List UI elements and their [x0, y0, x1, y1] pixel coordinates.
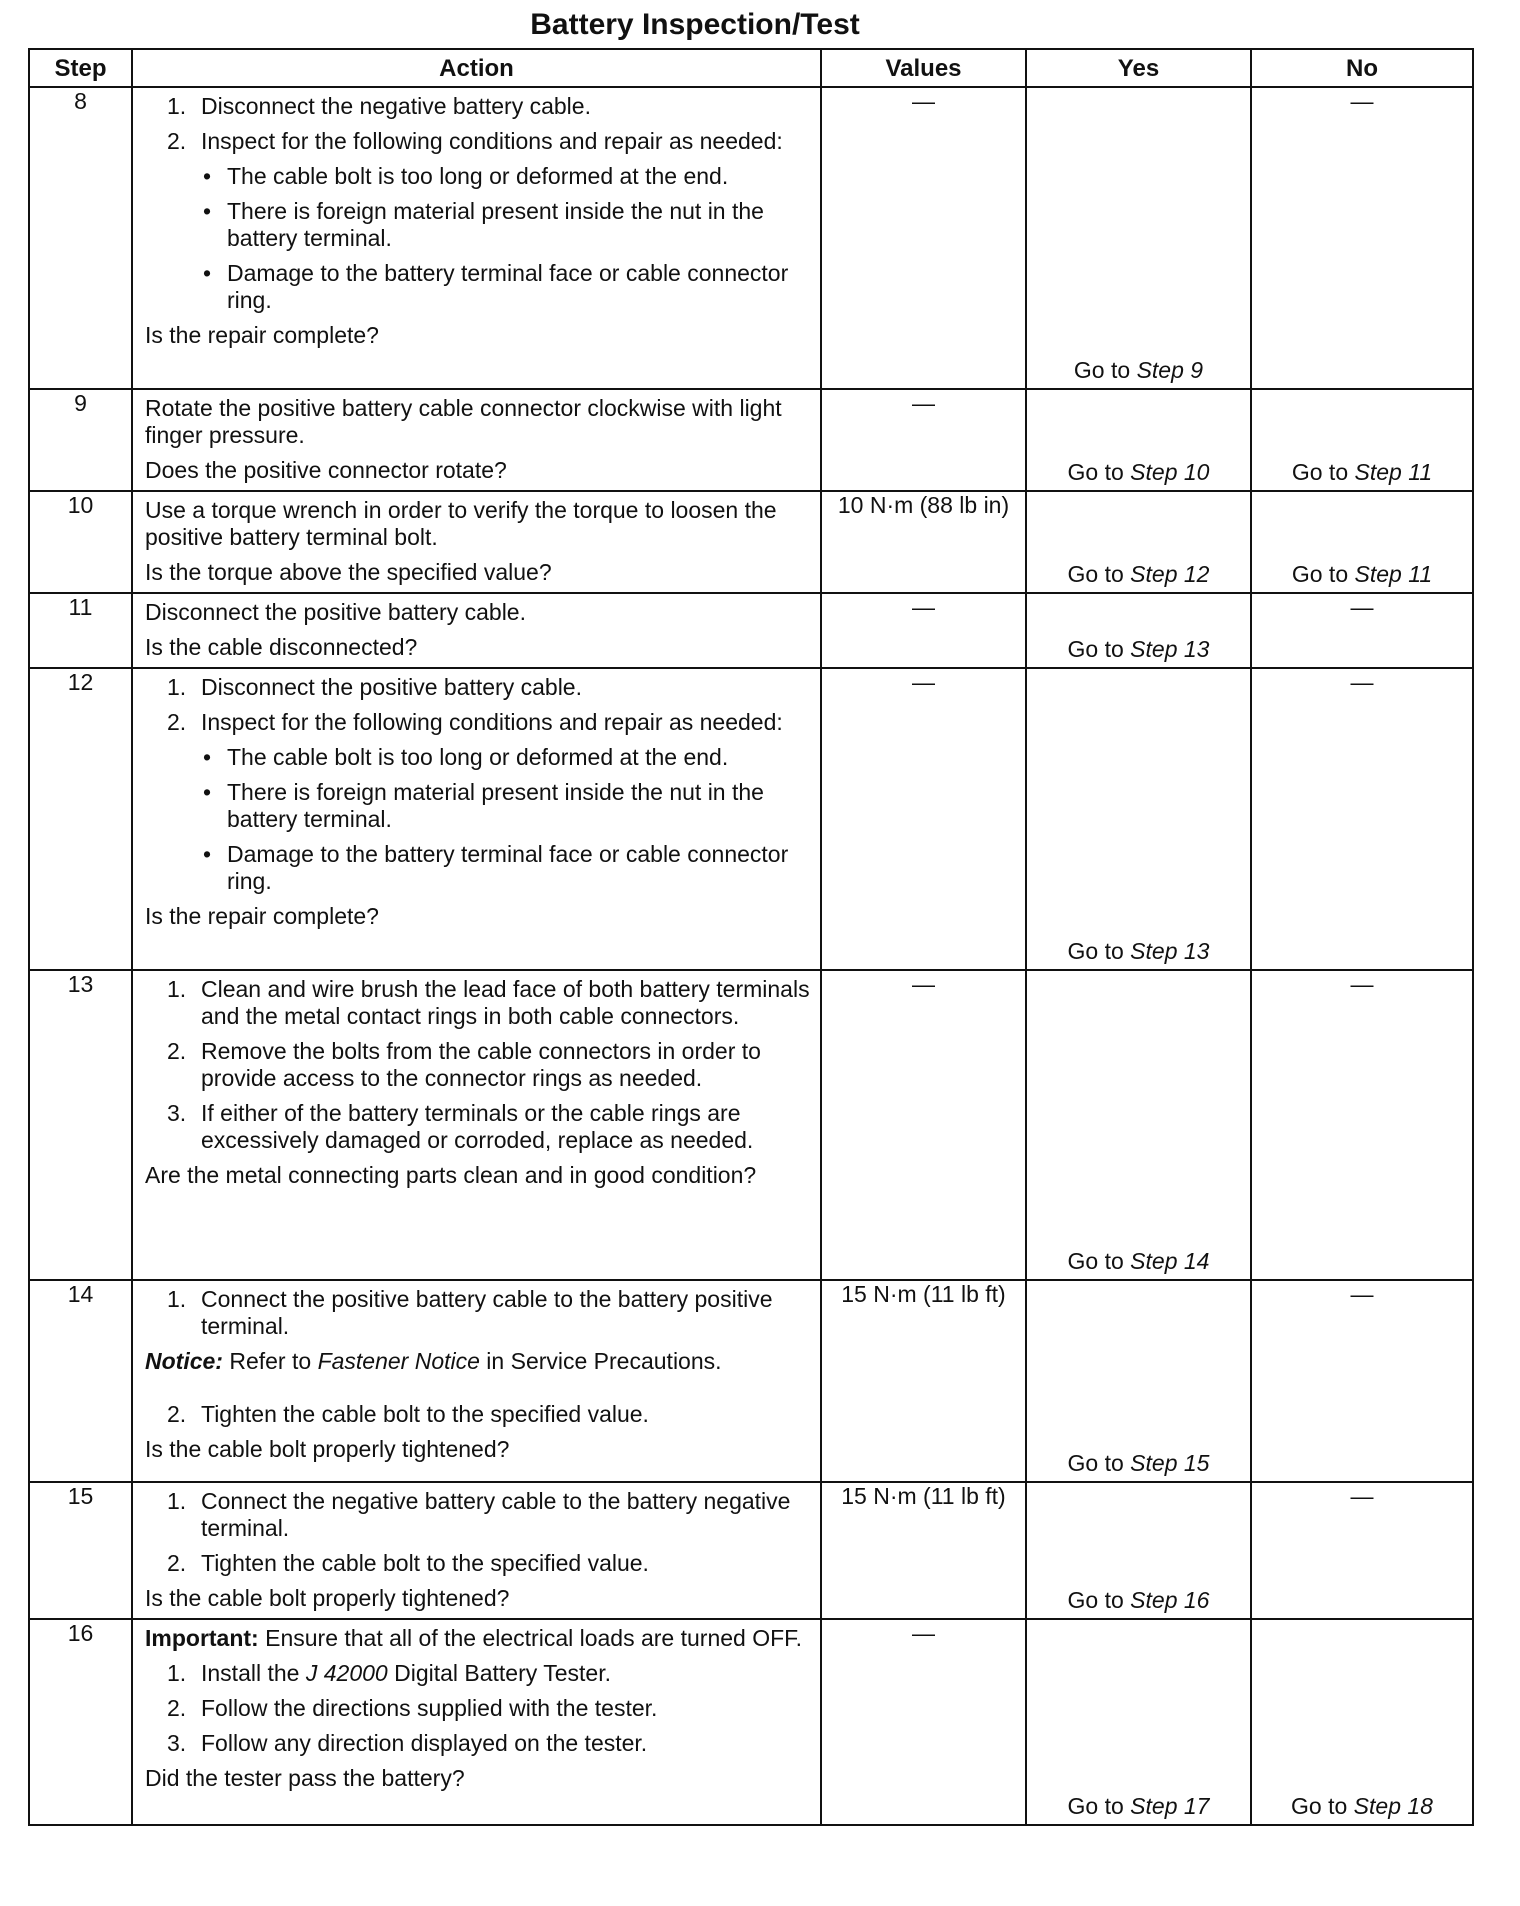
bullet-icon: • — [203, 260, 212, 286]
values-cell: — — [821, 970, 1026, 1280]
no-cell: — — [1251, 970, 1473, 1280]
action-cell — [132, 1280, 821, 1482]
list-number: 2. — [167, 1550, 187, 1576]
yes-cell — [1026, 1482, 1251, 1619]
list-number: 2. — [167, 1038, 187, 1064]
goto-yes: Go to Step 10 — [1067, 459, 1210, 485]
list-number: 2. — [167, 128, 187, 154]
step-number: 10 — [29, 491, 132, 593]
condition-item: The cable bolt is too long or deformed at the end. — [227, 163, 729, 189]
table-row-step-11 — [29, 593, 1473, 668]
table-row-step-10 — [29, 491, 1473, 593]
action-cell — [132, 1482, 821, 1619]
table-row-step-14 — [29, 1280, 1473, 1482]
condition-item: The cable bolt is too long or deformed at the end. — [227, 744, 729, 770]
list-number: 2. — [167, 1401, 187, 1427]
action-question: Is the torque above the specified value? — [145, 559, 552, 585]
list-number: 3. — [167, 1730, 187, 1756]
condition-item: Damage to the battery terminal face or cable connector ring. — [227, 841, 789, 894]
bullet-icon: • — [203, 779, 212, 805]
action-item: Tighten the cable bolt to the specified value. — [201, 1401, 649, 1427]
goto-no: Go to Step 11 — [1291, 459, 1433, 485]
step-number: 12 — [29, 668, 132, 970]
values-cell: 10 N·m (88 lb in) — [821, 491, 1026, 593]
condition-item: There is foreign material present inside the nut in the battery terminal. — [227, 198, 764, 251]
goto-yes: Go to Step 12 — [1067, 561, 1210, 587]
action-item: Follow the directions supplied with the tester. — [201, 1695, 658, 1721]
notice-reference: Fastener Notice — [317, 1348, 480, 1374]
action-cell — [132, 668, 821, 970]
action-question: Is the cable bolt properly tightened? — [145, 1436, 510, 1462]
action-item: Connect the negative battery cable to the battery negative terminal. — [201, 1488, 791, 1541]
no-cell: — — [1251, 87, 1473, 389]
action-item: Clean and wire brush the lead face of both battery terminals and the metal contact rings in both cable connectors. — [201, 976, 810, 1029]
goto-yes: Go to Step 14 — [1067, 1248, 1210, 1274]
bullet-icon: • — [203, 198, 212, 224]
no-cell — [1251, 491, 1473, 593]
table-row-step-12 — [29, 668, 1473, 970]
table-row-step-9 — [29, 389, 1473, 491]
step-number: 13 — [29, 970, 132, 1280]
important-label: Important: — [145, 1625, 259, 1651]
action-item: Tighten the cable bolt to the specified value. — [201, 1550, 649, 1576]
no-cell — [1251, 1619, 1473, 1825]
bullet-icon: • — [203, 744, 212, 770]
action-cell — [132, 1619, 821, 1825]
values-cell: 15 N·m (11 lb ft) — [821, 1482, 1026, 1619]
bullet-icon: • — [203, 841, 212, 867]
no-cell: — — [1251, 593, 1473, 668]
action-item: Disconnect the negative battery cable. — [201, 93, 591, 119]
action-question: Did the tester pass the battery? — [145, 1765, 465, 1791]
action-item: Install the J 42000 Digital Battery Tester. — [201, 1660, 611, 1686]
yes-cell — [1026, 1280, 1251, 1482]
yes-cell — [1026, 389, 1251, 491]
list-number: 2. — [167, 1695, 187, 1721]
goto-yes: Go to Step 13 — [1067, 938, 1210, 964]
yes-cell — [1026, 668, 1251, 970]
yes-cell — [1026, 491, 1251, 593]
table-row-step-13 — [29, 970, 1473, 1280]
goto-yes: Go to Step 15 — [1067, 1450, 1210, 1476]
values-cell: — — [821, 668, 1026, 970]
values-cell: — — [821, 389, 1026, 491]
values-cell: — — [821, 593, 1026, 668]
condition-item: There is foreign material present inside the nut in the battery terminal. — [227, 779, 764, 832]
values-cell: — — [821, 87, 1026, 389]
list-number: 2. — [167, 709, 187, 735]
goto-yes: Go to Step 16 — [1067, 1587, 1210, 1613]
action-question: Are the metal connecting parts clean and in good condition? — [145, 1162, 757, 1188]
table-row-step-8 — [29, 87, 1473, 389]
action-item: Follow any direction displayed on the tester. — [201, 1730, 648, 1756]
step-number: 11 — [29, 593, 132, 668]
step-number: 8 — [29, 87, 132, 389]
list-number: 1. — [167, 1286, 187, 1312]
action-item: Remove the bolts from the cable connectors in order to provide access to the connector rings as needed. — [201, 1038, 761, 1091]
action-cell — [132, 593, 821, 668]
list-number: 1. — [167, 1488, 187, 1514]
goto-yes: Go to Step 9 — [1073, 357, 1204, 383]
header-values: Values — [821, 49, 1026, 87]
action-question: Does the positive connector rotate? — [145, 457, 507, 483]
action-cell — [132, 87, 821, 389]
important-text: Important: Ensure that all of the electrical loads are turned OFF. — [145, 1625, 803, 1651]
notice-text: Notice: Refer to Fastener Notice in Service Precautions. — [145, 1348, 722, 1374]
action-text: Use a torque wrench in order to verify the torque to loosen the positive battery terminal bolt. — [145, 497, 777, 550]
action-cell — [132, 389, 821, 491]
table-header-row — [29, 49, 1473, 87]
no-cell: — — [1251, 1482, 1473, 1619]
action-item: Connect the positive battery cable to the battery positive terminal. — [201, 1286, 773, 1339]
action-question: Is the cable disconnected? — [145, 634, 418, 660]
action-text: Rotate the positive battery cable connector clockwise with light finger pressure. — [145, 395, 782, 448]
yes-cell — [1026, 87, 1251, 389]
action-cell — [132, 491, 821, 593]
yes-cell — [1026, 593, 1251, 668]
notice-label: Notice: — [145, 1348, 223, 1374]
page-title: Battery Inspection/Test — [530, 8, 860, 41]
tool-reference: J 42000 — [305, 1660, 388, 1686]
table-row-step-16 — [29, 1619, 1473, 1825]
table-row-step-15 — [29, 1482, 1473, 1619]
step-number: 14 — [29, 1280, 132, 1482]
battery-inspection-table — [28, 48, 1474, 1826]
goto-no: Go to Step 11 — [1291, 561, 1433, 587]
action-item: Inspect for the following conditions and repair as needed: — [201, 128, 783, 154]
header-action: Action — [132, 49, 821, 87]
action-text: Disconnect the positive battery cable. — [145, 599, 526, 625]
yes-cell — [1026, 970, 1251, 1280]
no-cell — [1251, 389, 1473, 491]
no-cell: — — [1251, 1280, 1473, 1482]
list-number: 1. — [167, 674, 187, 700]
list-number: 3. — [167, 1100, 187, 1126]
action-item: Disconnect the positive battery cable. — [201, 674, 582, 700]
goto-yes: Go to Step 13 — [1067, 636, 1210, 662]
list-number: 1. — [167, 976, 187, 1002]
header-step: Step — [29, 49, 132, 87]
condition-item: Damage to the battery terminal face or cable connector ring. — [227, 260, 789, 313]
action-item: If either of the battery terminals or the cable rings are excessively damaged or corroded, replace as needed. — [201, 1100, 754, 1153]
action-cell — [132, 970, 821, 1280]
action-question: Is the repair complete? — [145, 903, 379, 929]
action-question: Is the cable bolt properly tightened? — [145, 1585, 510, 1611]
step-number: 16 — [29, 1619, 132, 1825]
values-cell: 15 N·m (11 lb ft) — [821, 1280, 1026, 1482]
goto-no: Go to Step 18 — [1291, 1793, 1433, 1819]
step-number: 15 — [29, 1482, 132, 1619]
action-question: Is the repair complete? — [145, 322, 379, 348]
list-number: 1. — [167, 1660, 187, 1686]
header-no: No — [1251, 49, 1473, 87]
no-cell: — — [1251, 668, 1473, 970]
goto-yes: Go to Step 17 — [1067, 1793, 1210, 1819]
yes-cell — [1026, 1619, 1251, 1825]
action-item: Inspect for the following conditions and repair as needed: — [201, 709, 783, 735]
header-yes: Yes — [1026, 49, 1251, 87]
values-cell: — — [821, 1619, 1026, 1825]
list-number: 1. — [167, 93, 187, 119]
step-number: 9 — [29, 389, 132, 491]
bullet-icon: • — [203, 163, 212, 189]
